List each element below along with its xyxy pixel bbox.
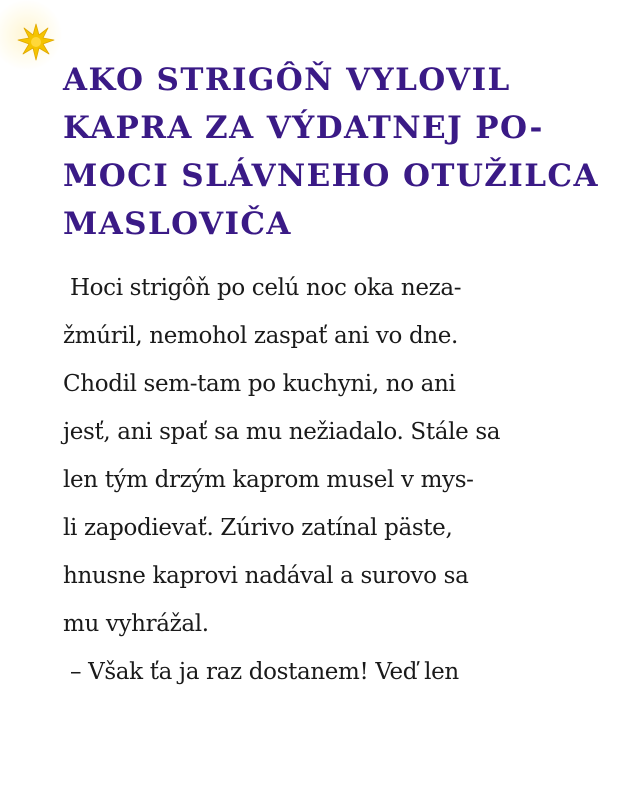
chapter-title-line: MASLOVIČA bbox=[63, 206, 292, 242]
sparkle-star-icon bbox=[16, 22, 56, 62]
body-text-line: len tým drzým kaprom musel v mys- bbox=[63, 467, 474, 493]
body-text-line: li zapodievať. Zúrivo zatínal päste, bbox=[63, 515, 453, 541]
chapter-title-line: KAPRA ZA VÝDATNEJ PO- bbox=[63, 110, 544, 146]
body-text-line: Chodil sem-tam po kuchyni, no ani bbox=[63, 371, 456, 397]
chapter-body bbox=[63, 264, 603, 696]
body-text-line: mu vyhrážal. bbox=[63, 611, 209, 637]
body-text-line: Hoci strigôň po celú noc oka neza- bbox=[63, 275, 462, 301]
body-text-line: hnusne kaprovi nadával a surovo sa bbox=[63, 563, 469, 589]
chapter-title bbox=[63, 56, 603, 248]
body-text-line: jesť, ani spať sa mu nežiadalo. Stále sa bbox=[63, 419, 501, 445]
chapter-title-line: AKO STRIGÔŇ VYLOVIL bbox=[63, 62, 511, 98]
body-text-line: – Však ťa ja raz dostanem! Veď len bbox=[63, 659, 459, 685]
chapter-title-line: MOCI SLÁVNEHO OTUŽILCA bbox=[63, 158, 599, 194]
body-text-line: žmúril, nemohol zaspať ani vo dne. bbox=[63, 323, 459, 349]
